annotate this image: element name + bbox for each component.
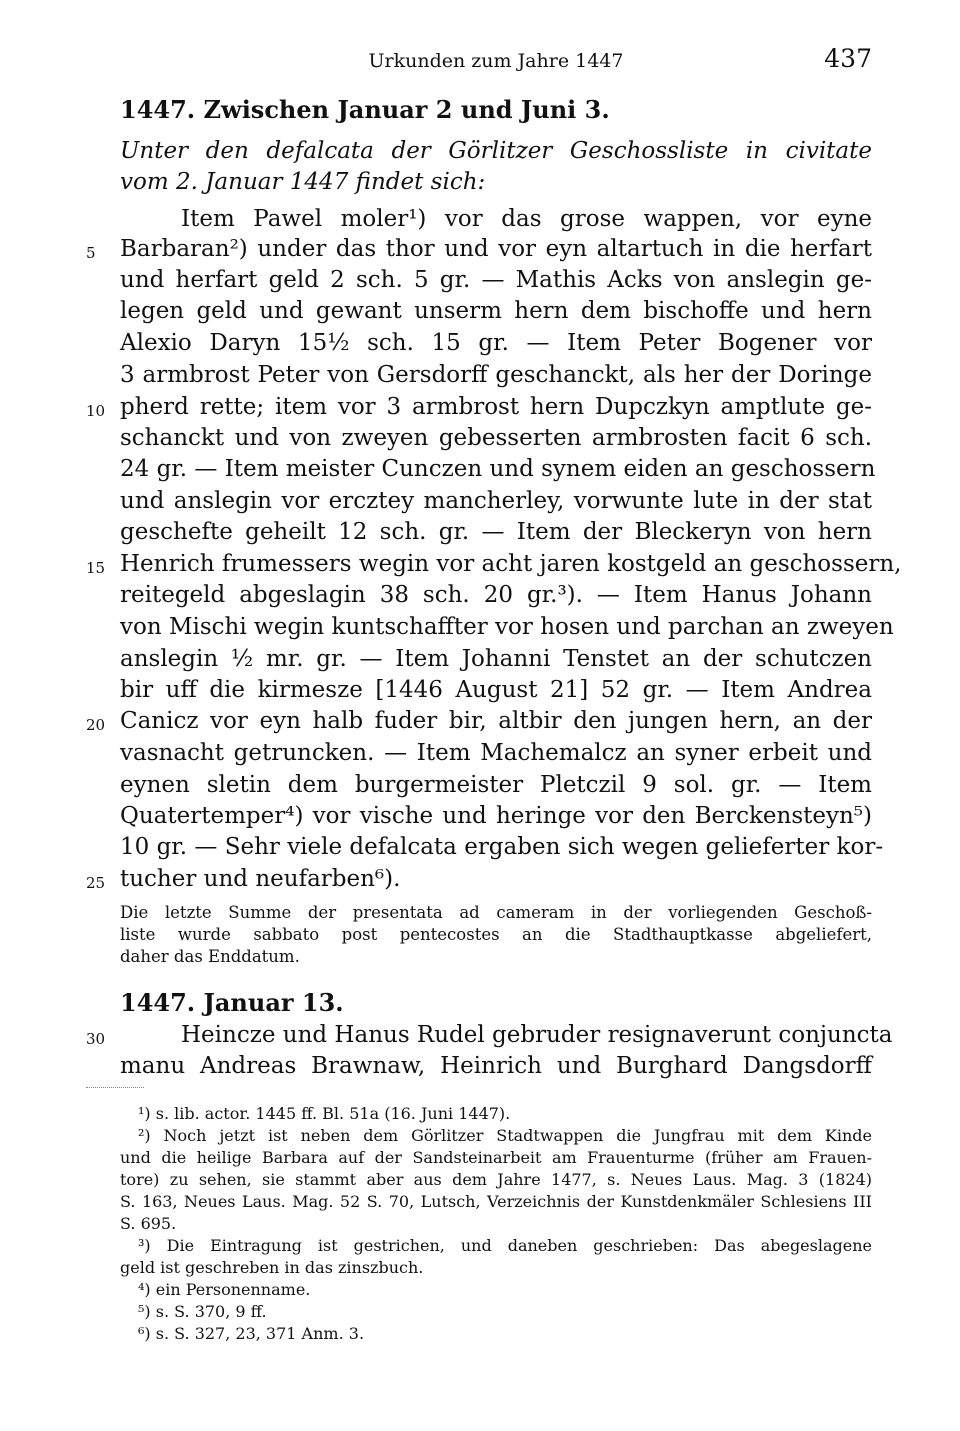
text-line: Barbaran²) under das thor und vor eyn altartuch in die herfart [120,236,872,262]
text-line: legen geld und gewant unserm hern dem bischoffe und hern [120,298,872,324]
footnote-line: ¹) s. lib. actor. 1445 ff. Bl. 51a (16. Juni 1447). [138,1104,511,1123]
text-line: vasnacht getruncken. — Item Machemalcz an syner erbeit und [120,740,872,766]
text-line: Heincze und Hanus Rudel gebruder resignaverunt conjuncta [181,1022,893,1048]
text-line: Alexio Daryn 15½ sch. 15 gr. — Item Peter Bogener vor [120,330,872,356]
line-number: 20 [86,716,106,734]
editorial-note-line: Die letzte Summe der presentata ad cameram in der vorliegenden Geschoß- [120,903,872,922]
text-line: und anslegin vor ercztey mancherley, vorwunte lute in der stat [120,488,872,514]
running-title: Urkunden zum Jahre 1447 [368,50,624,72]
text-line: 3 armbrost Peter von Gersdorff geschanckt, als her der Doringe [120,362,872,388]
text-line: anslegin ½ mr. gr. — Item Johanni Tenstet an der schutczen [120,646,872,672]
footnote-line: und die heilige Barbara auf der Sandsteinarbeit am Frauenturme (früher am Frauen- [120,1148,872,1167]
line-number: 25 [86,874,106,892]
text-line: Item Pawel moler¹) vor das grose wappen, vor eyne [181,206,872,232]
text-line: Canicz vor eyn halb fuder bir, altbir den jungen hern, an der [120,708,872,734]
entry-heading: 1447. Zwischen Januar 2 und Juni 3. [120,95,610,124]
editorial-note-line: liste wurde sabbato post pentecostes an die Stadthauptkasse abgeliefert, [120,925,872,944]
footnote-line: ⁵) s. S. 370, 9 ff. [138,1302,267,1321]
line-number: 10 [86,402,106,420]
text-line: Henrich frumessers wegin vor acht jaren kostgeld an geschossern, [120,551,902,577]
text-line: vom 2. Januar 1447 findet sich: [120,169,486,195]
line-number: 5 [86,244,96,262]
text-line: 24 gr. — Item meister Cunczen und synem eiden an geschossern [120,456,876,482]
text-line: pherd rette; item vor 3 armbrost hern Dupczkyn amptlute ge- [120,394,872,420]
entry-heading: 1447. Januar 13. [120,988,344,1017]
editorial-note-line: daher das Enddatum. [120,947,300,966]
text-line: tucher und neufarben⁶). [120,866,401,892]
footnote-line: ²) Noch jetzt ist neben dem Görlitzer Stadtwappen die Jungfrau mit dem Kinde [138,1126,872,1145]
footnote-line: tore) zu sehen, sie stammt aber aus dem Jahre 1477, s. Neues Laus. Mag. 3 (1824) [120,1170,872,1189]
line-number: 15 [86,559,106,577]
footnote-line: S. 695. [120,1214,177,1233]
text-line: geschefte geheilt 12 sch. gr. — Item der Bleckeryn von hern [120,519,872,545]
text-line: manu Andreas Brawnaw, Heinrich und Burghard Dangsdorff [120,1053,872,1079]
footnote-line: ⁶) s. S. 327, 23, 371 Anm. 3. [138,1324,365,1343]
footnote-line: S. 163, Neues Laus. Mag. 52 S. 70, Lutsch, Verzeichnis der Kunstdenkmäler Schlesiens III [120,1192,872,1211]
text-line: Unter den defalcata der Görlitzer Geschossliste in civitate [120,138,872,164]
text-line: schanckt und von zweyen gebesserten armbrosten facit 6 sch. [120,425,872,451]
text-line: von Mischi wegin kuntschaffter vor hosen und parchan an zweyen [120,614,894,640]
text-line: eynen sletin dem burgermeister Pletczil 9 sol. gr. — Item [120,772,872,798]
text-line: bir uff die kirmesze [1446 August 21] 52 gr. — Item Andrea [120,677,872,703]
text-line: 10 gr. — Sehr viele defalcata ergaben sich wegen gelieferter kor- [120,834,884,860]
text-line: reitegeld abgeslagin 38 sch. 20 gr.³). — Item Hanus Johann [120,582,872,608]
line-number: 30 [86,1030,106,1048]
text-line: Quatertemper⁴) vor vische und heringe vor den Berckensteyn⁵) [120,803,872,829]
footnote-line: geld ist geschreben in das zinszbuch. [120,1258,424,1277]
page-number: 437 [824,44,872,73]
footnote-rule [86,1087,144,1088]
footnote-line: ⁴) ein Personenname. [138,1280,311,1299]
footnote-line: ³) Die Eintragung ist gestrichen, und daneben geschrieben: Das abegeslagene [138,1236,872,1255]
text-line: und herfart geld 2 sch. 5 gr. — Mathis Acks von anslegin ge- [120,267,872,293]
running-head [120,44,872,76]
